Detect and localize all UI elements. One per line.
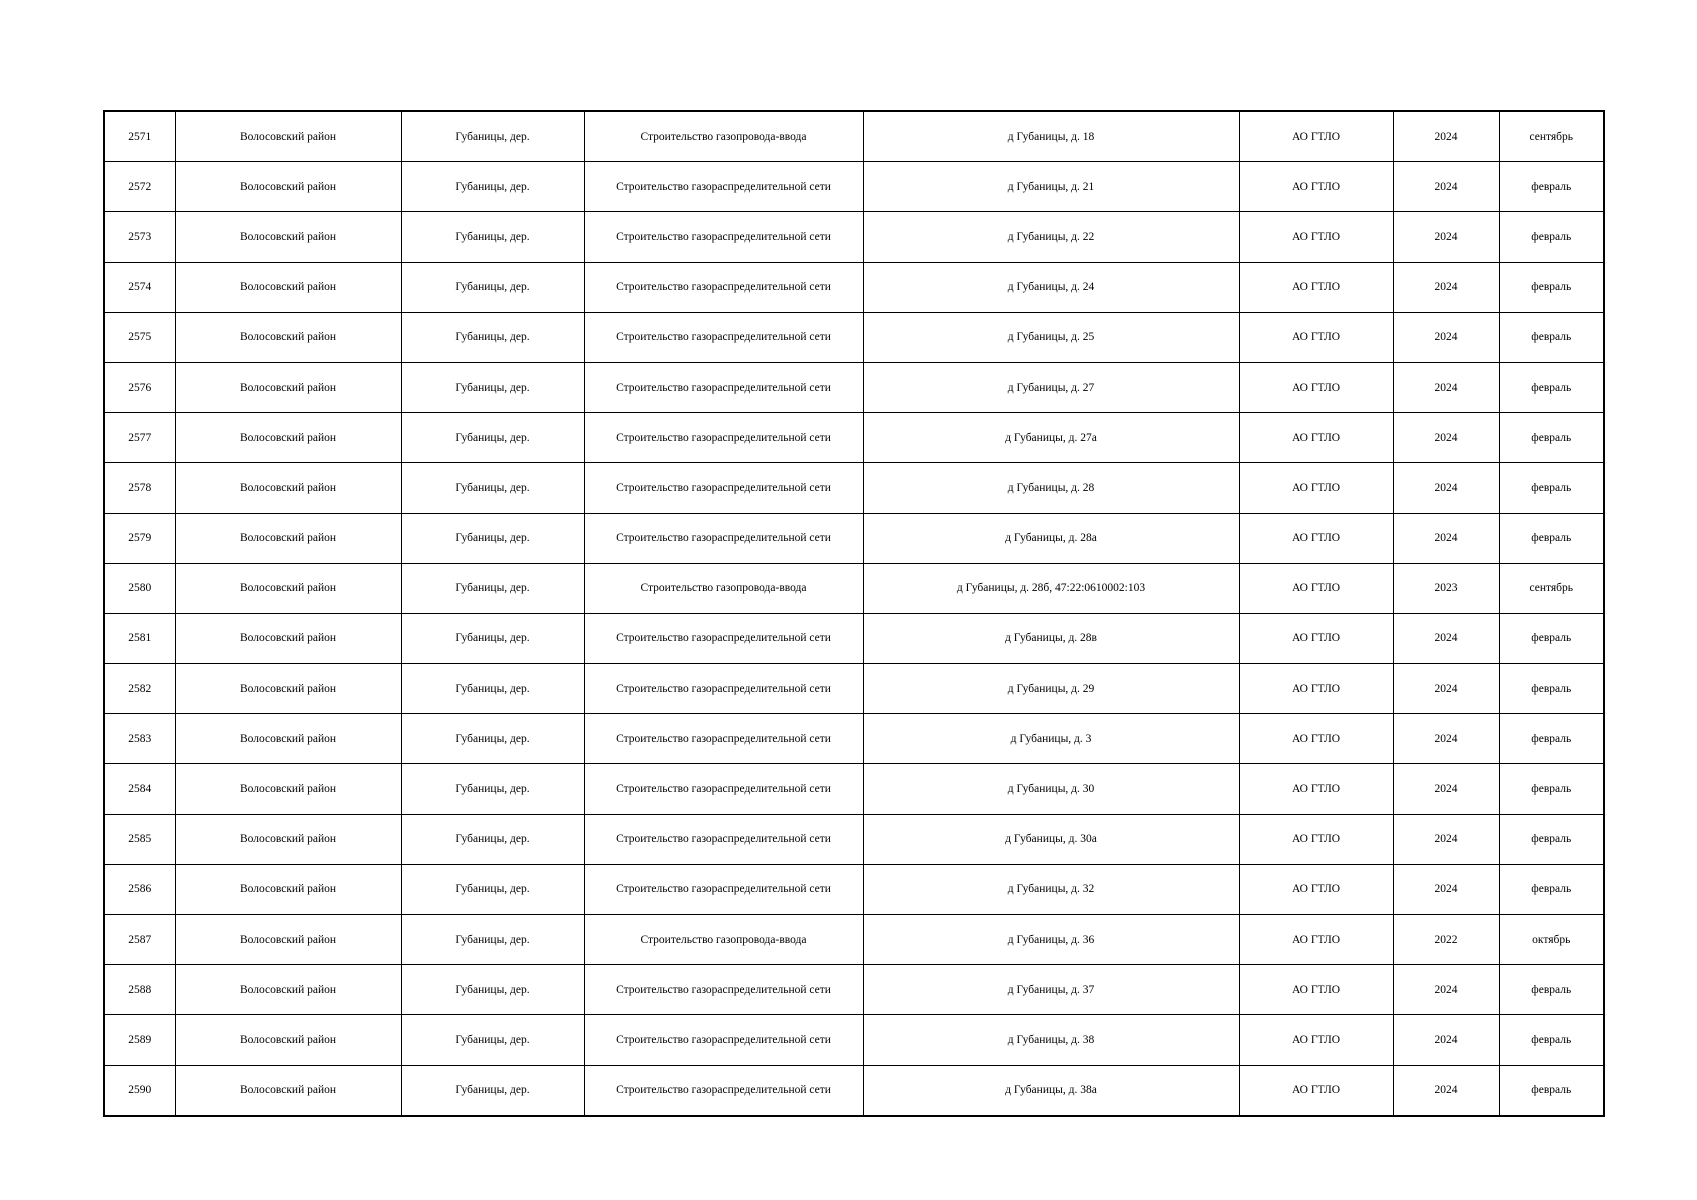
month-cell: февраль [1499,814,1604,864]
district-cell: Волосовский район [175,1015,401,1065]
table-row [104,513,1604,563]
organization-cell: АО ГТЛО [1239,613,1393,663]
organization-cell: АО ГТЛО [1239,965,1393,1015]
organization-cell: АО ГТЛО [1239,1065,1393,1116]
settlement-cell: Губаницы, дер. [401,864,584,914]
organization-cell: АО ГТЛО [1239,563,1393,613]
settlement-cell: Губаницы, дер. [401,563,584,613]
table-row [104,262,1604,312]
work-type-cell: Строительство газораспределительной сети [584,764,863,814]
work-type-cell: Строительство газораспределительной сети [584,864,863,914]
year-cell: 2024 [1393,111,1499,162]
organization-cell: АО ГТЛО [1239,463,1393,513]
month-cell: февраль [1499,1065,1604,1116]
row-number-cell: 2575 [104,312,175,362]
row-number-cell: 2576 [104,362,175,412]
month-cell: февраль [1499,262,1604,312]
year-cell: 2024 [1393,965,1499,1015]
row-number-cell: 2590 [104,1065,175,1116]
district-cell: Волосовский район [175,915,401,965]
year-cell: 2024 [1393,1065,1499,1116]
table-row [104,1015,1604,1065]
work-type-cell: Строительство газораспределительной сети [584,312,863,362]
district-cell: Волосовский район [175,1065,401,1116]
table-row [104,814,1604,864]
table-row [104,563,1604,613]
settlement-cell: Губаницы, дер. [401,262,584,312]
address-cell: д Губаницы, д. 24 [863,262,1239,312]
address-cell: д Губаницы, д. 27а [863,413,1239,463]
settlement-cell: Губаницы, дер. [401,312,584,362]
table-row [104,362,1604,412]
year-cell: 2024 [1393,1015,1499,1065]
settlement-cell: Губаницы, дер. [401,162,584,212]
row-number-cell: 2578 [104,463,175,513]
year-cell: 2024 [1393,312,1499,362]
month-cell: февраль [1499,312,1604,362]
organization-cell: АО ГТЛО [1239,714,1393,764]
year-cell: 2024 [1393,664,1499,714]
month-cell: февраль [1499,664,1604,714]
year-cell: 2022 [1393,915,1499,965]
organization-cell: АО ГТЛО [1239,915,1393,965]
organization-cell: АО ГТЛО [1239,312,1393,362]
work-type-cell: Строительство газораспределительной сети [584,613,863,663]
settlement-cell: Губаницы, дер. [401,915,584,965]
organization-cell: АО ГТЛО [1239,864,1393,914]
district-cell: Волосовский район [175,664,401,714]
district-cell: Волосовский район [175,513,401,563]
year-cell: 2024 [1393,513,1499,563]
settlement-cell: Губаницы, дер. [401,513,584,563]
table-row [104,1065,1604,1116]
address-cell: д Губаницы, д. 21 [863,162,1239,212]
row-number-cell: 2579 [104,513,175,563]
organization-cell: АО ГТЛО [1239,513,1393,563]
row-number-cell: 2585 [104,814,175,864]
district-cell: Волосовский район [175,814,401,864]
district-cell: Волосовский район [175,111,401,162]
address-cell: д Губаницы, д. 36 [863,915,1239,965]
gasification-schedule-table [103,110,1605,1117]
work-type-cell: Строительство газораспределительной сети [584,664,863,714]
district-cell: Волосовский район [175,613,401,663]
address-cell: д Губаницы, д. 28б, 47:22:0610002:103 [863,563,1239,613]
settlement-cell: Губаницы, дер. [401,664,584,714]
settlement-cell: Губаницы, дер. [401,463,584,513]
work-type-cell: Строительство газораспределительной сети [584,162,863,212]
month-cell: февраль [1499,714,1604,764]
table-row [104,613,1604,663]
table-row [104,864,1604,914]
district-cell: Волосовский район [175,563,401,613]
organization-cell: АО ГТЛО [1239,764,1393,814]
work-type-cell: Строительство газораспределительной сети [584,714,863,764]
district-cell: Волосовский район [175,463,401,513]
address-cell: д Губаницы, д. 38 [863,1015,1239,1065]
table-row [104,312,1604,362]
work-type-cell: Строительство газораспределительной сети [584,1065,863,1116]
month-cell: февраль [1499,362,1604,412]
month-cell: октябрь [1499,915,1604,965]
address-cell: д Губаницы, д. 28 [863,463,1239,513]
row-number-cell: 2583 [104,714,175,764]
district-cell: Волосовский район [175,362,401,412]
month-cell: февраль [1499,463,1604,513]
row-number-cell: 2587 [104,915,175,965]
district-cell: Волосовский район [175,413,401,463]
table-body [104,111,1604,1116]
settlement-cell: Губаницы, дер. [401,413,584,463]
document-page [103,110,1603,1097]
work-type-cell: Строительство газопровода-ввода [584,563,863,613]
organization-cell: АО ГТЛО [1239,262,1393,312]
address-cell: д Губаницы, д. 27 [863,362,1239,412]
row-number-cell: 2572 [104,162,175,212]
row-number-cell: 2582 [104,664,175,714]
organization-cell: АО ГТЛО [1239,664,1393,714]
organization-cell: АО ГТЛО [1239,162,1393,212]
year-cell: 2024 [1393,864,1499,914]
month-cell: февраль [1499,212,1604,262]
year-cell: 2024 [1393,212,1499,262]
work-type-cell: Строительство газораспределительной сети [584,965,863,1015]
year-cell: 2024 [1393,162,1499,212]
address-cell: д Губаницы, д. 25 [863,312,1239,362]
table-row [104,764,1604,814]
district-cell: Волосовский район [175,162,401,212]
year-cell: 2024 [1393,413,1499,463]
table-row [104,915,1604,965]
address-cell: д Губаницы, д. 37 [863,965,1239,1015]
month-cell: февраль [1499,764,1604,814]
address-cell: д Губаницы, д. 30 [863,764,1239,814]
row-number-cell: 2571 [104,111,175,162]
table-row [104,413,1604,463]
month-cell: февраль [1499,613,1604,663]
organization-cell: АО ГТЛО [1239,212,1393,262]
work-type-cell: Строительство газораспределительной сети [584,212,863,262]
address-cell: д Губаницы, д. 28в [863,613,1239,663]
month-cell: февраль [1499,162,1604,212]
row-number-cell: 2574 [104,262,175,312]
month-cell: сентябрь [1499,563,1604,613]
settlement-cell: Губаницы, дер. [401,212,584,262]
row-number-cell: 2584 [104,764,175,814]
month-cell: февраль [1499,1015,1604,1065]
work-type-cell: Строительство газораспределительной сети [584,362,863,412]
row-number-cell: 2577 [104,413,175,463]
table-row [104,714,1604,764]
address-cell: д Губаницы, д. 3 [863,714,1239,764]
year-cell: 2024 [1393,362,1499,412]
table-row [104,111,1604,162]
month-cell: февраль [1499,864,1604,914]
work-type-cell: Строительство газораспределительной сети [584,262,863,312]
district-cell: Волосовский район [175,262,401,312]
row-number-cell: 2589 [104,1015,175,1065]
settlement-cell: Губаницы, дер. [401,613,584,663]
work-type-cell: Строительство газораспределительной сети [584,513,863,563]
settlement-cell: Губаницы, дер. [401,814,584,864]
work-type-cell: Строительство газораспределительной сети [584,814,863,864]
year-cell: 2024 [1393,714,1499,764]
table-row [104,965,1604,1015]
settlement-cell: Губаницы, дер. [401,965,584,1015]
year-cell: 2024 [1393,764,1499,814]
district-cell: Волосовский район [175,965,401,1015]
district-cell: Волосовский район [175,714,401,764]
row-number-cell: 2581 [104,613,175,663]
work-type-cell: Строительство газораспределительной сети [584,1015,863,1065]
district-cell: Волосовский район [175,864,401,914]
organization-cell: АО ГТЛО [1239,413,1393,463]
settlement-cell: Губаницы, дер. [401,1065,584,1116]
settlement-cell: Губаницы, дер. [401,714,584,764]
organization-cell: АО ГТЛО [1239,111,1393,162]
year-cell: 2024 [1393,262,1499,312]
organization-cell: АО ГТЛО [1239,814,1393,864]
address-cell: д Губаницы, д. 28а [863,513,1239,563]
row-number-cell: 2586 [104,864,175,914]
table-row [104,212,1604,262]
month-cell: февраль [1499,413,1604,463]
organization-cell: АО ГТЛО [1239,1015,1393,1065]
month-cell: февраль [1499,513,1604,563]
year-cell: 2024 [1393,463,1499,513]
settlement-cell: Губаницы, дер. [401,764,584,814]
table-row [104,463,1604,513]
work-type-cell: Строительство газораспределительной сети [584,413,863,463]
month-cell: сентябрь [1499,111,1604,162]
table-row [104,664,1604,714]
year-cell: 2024 [1393,613,1499,663]
table-row [104,162,1604,212]
work-type-cell: Строительство газораспределительной сети [584,463,863,513]
settlement-cell: Губаницы, дер. [401,1015,584,1065]
work-type-cell: Строительство газопровода-ввода [584,915,863,965]
organization-cell: АО ГТЛО [1239,362,1393,412]
address-cell: д Губаницы, д. 32 [863,864,1239,914]
district-cell: Волосовский район [175,212,401,262]
row-number-cell: 2588 [104,965,175,1015]
address-cell: д Губаницы, д. 29 [863,664,1239,714]
district-cell: Волосовский район [175,312,401,362]
month-cell: февраль [1499,965,1604,1015]
address-cell: д Губаницы, д. 22 [863,212,1239,262]
work-type-cell: Строительство газопровода-ввода [584,111,863,162]
row-number-cell: 2573 [104,212,175,262]
address-cell: д Губаницы, д. 18 [863,111,1239,162]
district-cell: Волосовский район [175,764,401,814]
address-cell: д Губаницы, д. 30а [863,814,1239,864]
row-number-cell: 2580 [104,563,175,613]
address-cell: д Губаницы, д. 38а [863,1065,1239,1116]
year-cell: 2024 [1393,814,1499,864]
year-cell: 2023 [1393,563,1499,613]
settlement-cell: Губаницы, дер. [401,111,584,162]
settlement-cell: Губаницы, дер. [401,362,584,412]
